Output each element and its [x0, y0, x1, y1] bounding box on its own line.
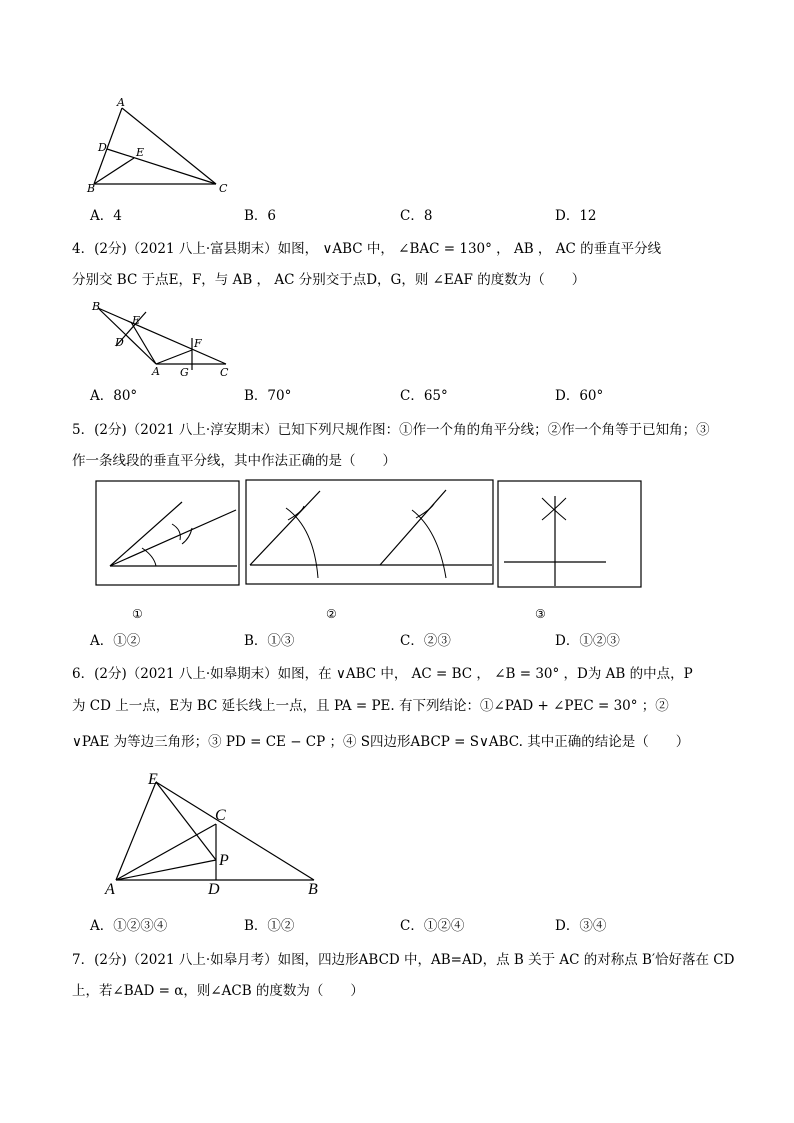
- q5-label-2: ②: [326, 607, 337, 621]
- q6-label-c: C: [215, 807, 226, 824]
- q6-triangle-diagram: [100, 770, 340, 898]
- q5-construction-diagrams: [94, 478, 644, 628]
- q3-label-e: E: [136, 146, 145, 159]
- q5-option-c[interactable]: C．②③: [400, 633, 451, 649]
- q5-box-2: [246, 480, 493, 584]
- q3-option-c[interactable]: C．8: [400, 208, 433, 224]
- q5-label-3: ③: [535, 607, 546, 621]
- q5-option-a[interactable]: A．①②: [90, 633, 141, 649]
- q4-figure: [86, 298, 236, 380]
- q4-label-a: A: [152, 365, 160, 378]
- q3-label-d: D: [98, 141, 107, 154]
- q6-figure: [100, 770, 340, 898]
- q6-label-b: B: [308, 881, 318, 898]
- q6-option-b[interactable]: B．①②: [244, 918, 295, 934]
- q4-option-c[interactable]: C．65°: [400, 388, 448, 404]
- q3-label-c: C: [219, 182, 228, 195]
- q3-triangle-diagram: [84, 96, 234, 196]
- q6-option-d[interactable]: D．③④: [555, 918, 607, 934]
- q4-label-c: C: [220, 366, 229, 379]
- q3-label-b: B: [87, 182, 96, 195]
- q7-stem-line1: 7．(2分)（2021 八上·如皋月考）如图，四边形ABCD 中，AB=AD，点 B 关于 AC 的对称点 B′恰好落在 CD: [72, 952, 735, 968]
- q3-option-b[interactable]: B．6: [244, 208, 277, 224]
- q4-label-b: B: [92, 300, 101, 313]
- q4-label-g: G: [180, 366, 189, 379]
- q4-option-d[interactable]: D．60°: [555, 388, 604, 404]
- q4-stem-line2: 分别交 BC 于点E，F，与 AB ， AC 分别交于点D，G，则 ∠EAF 的度数为（ ）: [72, 272, 586, 288]
- q5-box-1: [96, 481, 239, 585]
- q6-option-c[interactable]: C．①②④: [400, 918, 465, 934]
- q6-option-a[interactable]: A．①②③④: [90, 918, 168, 934]
- q3-figure: [84, 96, 234, 196]
- q5-box-3: [498, 481, 641, 587]
- q5-stem-line1: 5．(2分)（2021 八上·淳安期末）已知下列尺规作图：①作一个角的角平分线；②作一个角等于已知角；③: [72, 422, 710, 438]
- q4-triangle-diagram: [86, 298, 236, 380]
- q6-stem-line3: ∨PAE 为等边三角形；③ PD = CE − CP ；④ S四边形ABCP = S∨ABC. 其中正确的结论是（ ）: [72, 734, 690, 750]
- q3-option-a[interactable]: A．4: [90, 208, 122, 224]
- q6-label-d: D: [208, 881, 220, 898]
- q6-label-e: E: [148, 771, 158, 788]
- q6-stem-line1: 6．(2分)（2021 八上·如皋期末）如图，在 ∨ABC 中， AC = BC ， ∠B = 30° ，D为 AB 的中点，P: [72, 666, 693, 682]
- q4-option-b[interactable]: B．70°: [244, 388, 292, 404]
- q6-label-p: P: [219, 852, 229, 869]
- q5-option-b[interactable]: B．①③: [244, 633, 295, 649]
- q6-stem-line2: 为 CD 上一点，E为 BC 延长线上一点，且 PA = PE. 有下列结论：①∠PAD + ∠PEC = 30° ；②: [72, 698, 669, 714]
- q4-label-d: D: [115, 336, 124, 349]
- q4-option-a[interactable]: A．80°: [90, 388, 138, 404]
- q3-option-d[interactable]: D．12: [555, 208, 597, 224]
- q5-stem-line2: 作一条线段的垂直平分线，其中作法正确的是（ ）: [72, 453, 396, 469]
- q4-label-e: E: [132, 314, 141, 327]
- q5-label-1: ①: [132, 607, 143, 621]
- q7-stem-line2: 上，若∠BAD = α，则∠ACB 的度数为（ ）: [72, 983, 364, 999]
- q5-figure: [94, 478, 644, 628]
- q4-label-f: F: [194, 337, 202, 350]
- q5-option-d[interactable]: D．①②③: [555, 633, 620, 649]
- q3-label-a: A: [117, 96, 125, 109]
- q4-stem-line1: 4．(2分)（2021 八上·富县期末）如图， ∨ABC 中， ∠BAC = 130° ， AB ， AC 的垂直平分线: [72, 241, 662, 257]
- q6-label-a: A: [105, 881, 115, 898]
